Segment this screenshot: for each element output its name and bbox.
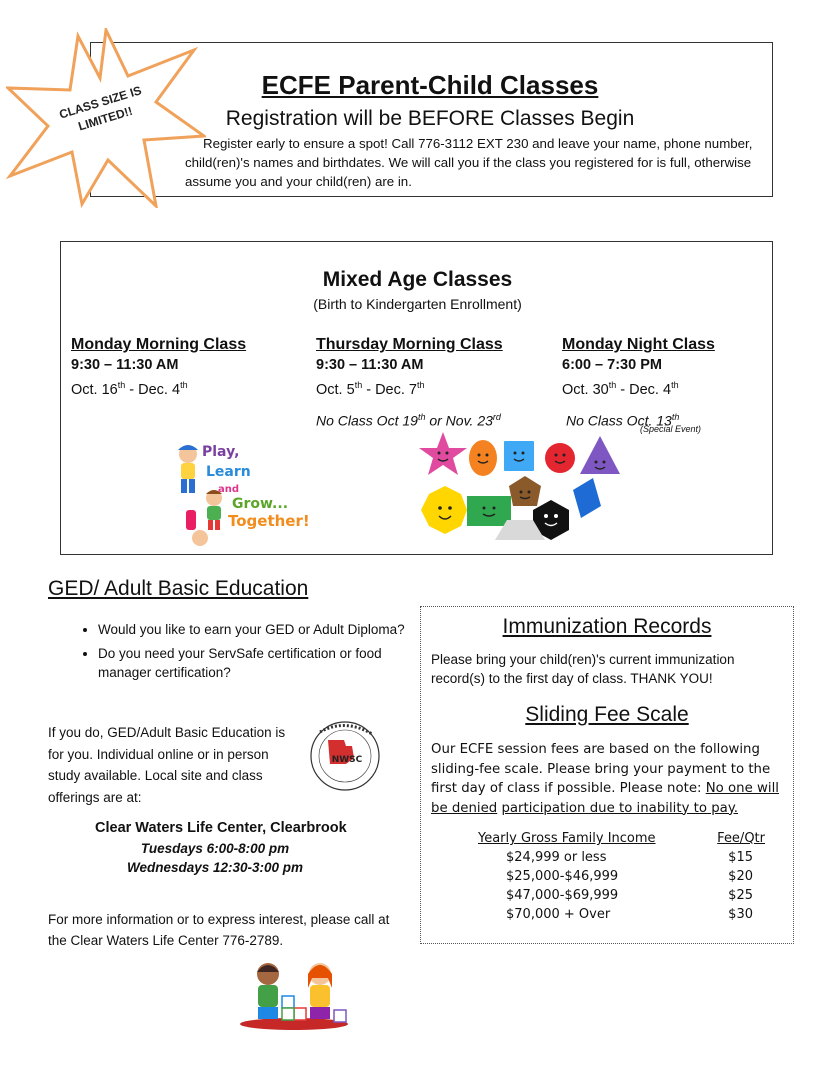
no-class-note: No Class Oct 19th or Nov. 23rd bbox=[316, 411, 501, 429]
circle-shape-icon bbox=[545, 443, 575, 473]
ged-site-name: Clear Waters Life Center, Clearbrook bbox=[95, 820, 347, 836]
ged-heading: GED/ Adult Basic Education bbox=[48, 577, 309, 600]
class-name: Monday Night Class bbox=[562, 336, 715, 353]
nwsc-logo bbox=[300, 716, 386, 796]
page-title: ECFE Parent-Child Classes bbox=[261, 70, 599, 100]
class-thursday-morning bbox=[316, 335, 556, 430]
class-time: 9:30 – 11:30 AM bbox=[316, 357, 424, 373]
ged-time-tuesday: Tuesdays 6:00-8:00 pm bbox=[140, 841, 290, 856]
class-time: 9:30 – 11:30 AM bbox=[71, 357, 179, 373]
income-column-header: Yearly Gross Family Income bbox=[478, 831, 656, 846]
sliding-fee-heading: Sliding Fee Scale bbox=[525, 703, 689, 726]
oval-shape-icon bbox=[469, 440, 497, 476]
pentagon-shape-icon bbox=[509, 476, 541, 506]
svg-text:Learn: Learn bbox=[206, 464, 251, 480]
income-range: $24,999 or less bbox=[506, 850, 607, 865]
kids-with-blocks-illustration bbox=[238, 960, 350, 1032]
ged-time-wednesday: Wednesdays 12:30-3:00 pm bbox=[126, 860, 304, 875]
mixed-age-title: Mixed Age Classes bbox=[322, 268, 513, 291]
class-time: 6:00 – 7:30 PM bbox=[562, 357, 662, 373]
no-class-note: No Class Oct. 13th bbox=[566, 411, 680, 429]
registration-heading: Registration will be BEFORE Classes Begin bbox=[225, 107, 635, 130]
list-item: • Would you like to earn your GED or Adult Diploma? bbox=[98, 620, 418, 639]
rectangle-shape-icon bbox=[467, 496, 511, 526]
class-dates: Oct. 16th - Dec. 4th bbox=[71, 380, 188, 398]
class-name: Thursday Morning Class bbox=[316, 336, 503, 353]
svg-text:NWSC: NWSC bbox=[331, 755, 363, 765]
immunization-heading: Immunization Records bbox=[502, 615, 712, 638]
table-row bbox=[478, 905, 773, 924]
svg-text:Together!: Together! bbox=[228, 512, 310, 530]
fee-amount: $30 bbox=[728, 907, 753, 922]
octagon-shape-icon bbox=[421, 486, 467, 534]
special-event-note: (Special Event) bbox=[640, 424, 702, 434]
square-shape-icon bbox=[503, 440, 535, 472]
class-dates: Oct. 5th - Dec. 7th bbox=[316, 380, 425, 398]
svg-text:Play,: Play, bbox=[202, 444, 240, 460]
registration-text: Register early to ensure a spot! Call 776-3112 EXT 230 and leave your name, phone number, child(ren)'s names and birthdates. We will call you if the class you registered for is full, otherwise assume you and your child(ren) are in. bbox=[185, 136, 753, 189]
table-row bbox=[478, 867, 773, 886]
star-shape-icon bbox=[419, 432, 467, 475]
class-size-note: CLASS SIZE IS LIMITED!! bbox=[57, 83, 144, 134]
sliding-fee-text: Our ECFE session fees are based on the following sliding-fee scale. Please bring your payment to the first day of class if possible. Please note: No one will be denied participation due to inability to pay. bbox=[431, 742, 779, 816]
ged-description: If you do, GED/Adult Basic Education is for you. Individual online or in person study available. Local site and class offerings are at: bbox=[48, 725, 286, 805]
list-item: • Do you need your ServSafe certification or food manager certification? bbox=[98, 644, 418, 682]
immunization-text: Please bring your child(ren)'s current immunization record(s) to the first day of class. THANK YOU! bbox=[431, 652, 735, 686]
fee-column-header: Fee/Qtr bbox=[717, 831, 765, 846]
class-monday-morning bbox=[71, 335, 311, 400]
play-learn-grow-illustration bbox=[172, 440, 322, 550]
income-range: $70,000 + Over bbox=[506, 907, 611, 922]
table-row bbox=[478, 848, 773, 867]
fee-amount: $25 bbox=[728, 888, 753, 903]
svg-text:and: and bbox=[218, 484, 240, 495]
table-row bbox=[478, 886, 773, 905]
class-dates: Oct. 30th - Dec. 4th bbox=[562, 380, 679, 398]
income-range: $47,000-$69,999 bbox=[506, 888, 619, 903]
diamond-shape-icon bbox=[573, 478, 601, 518]
mixed-age-subtitle: (Birth to Kindergarten Enrollment) bbox=[313, 296, 522, 312]
smiling-shapes-illustration bbox=[415, 428, 630, 546]
class-monday-night bbox=[562, 335, 802, 430]
ged-question-list bbox=[70, 620, 418, 687]
ged-schedule bbox=[100, 839, 330, 877]
svg-text:Grow...: Grow... bbox=[232, 496, 289, 512]
ged-contact-info: For more information or to express interest, please call at the Clear Waters Life Center 776-2789. bbox=[48, 912, 390, 948]
fee-table bbox=[478, 831, 773, 924]
fee-table-header bbox=[478, 831, 773, 848]
income-range: $25,000-$46,999 bbox=[506, 869, 619, 884]
fee-amount: $15 bbox=[728, 850, 753, 865]
class-name: Monday Morning Class bbox=[71, 336, 247, 353]
fee-amount: $20 bbox=[728, 869, 753, 884]
